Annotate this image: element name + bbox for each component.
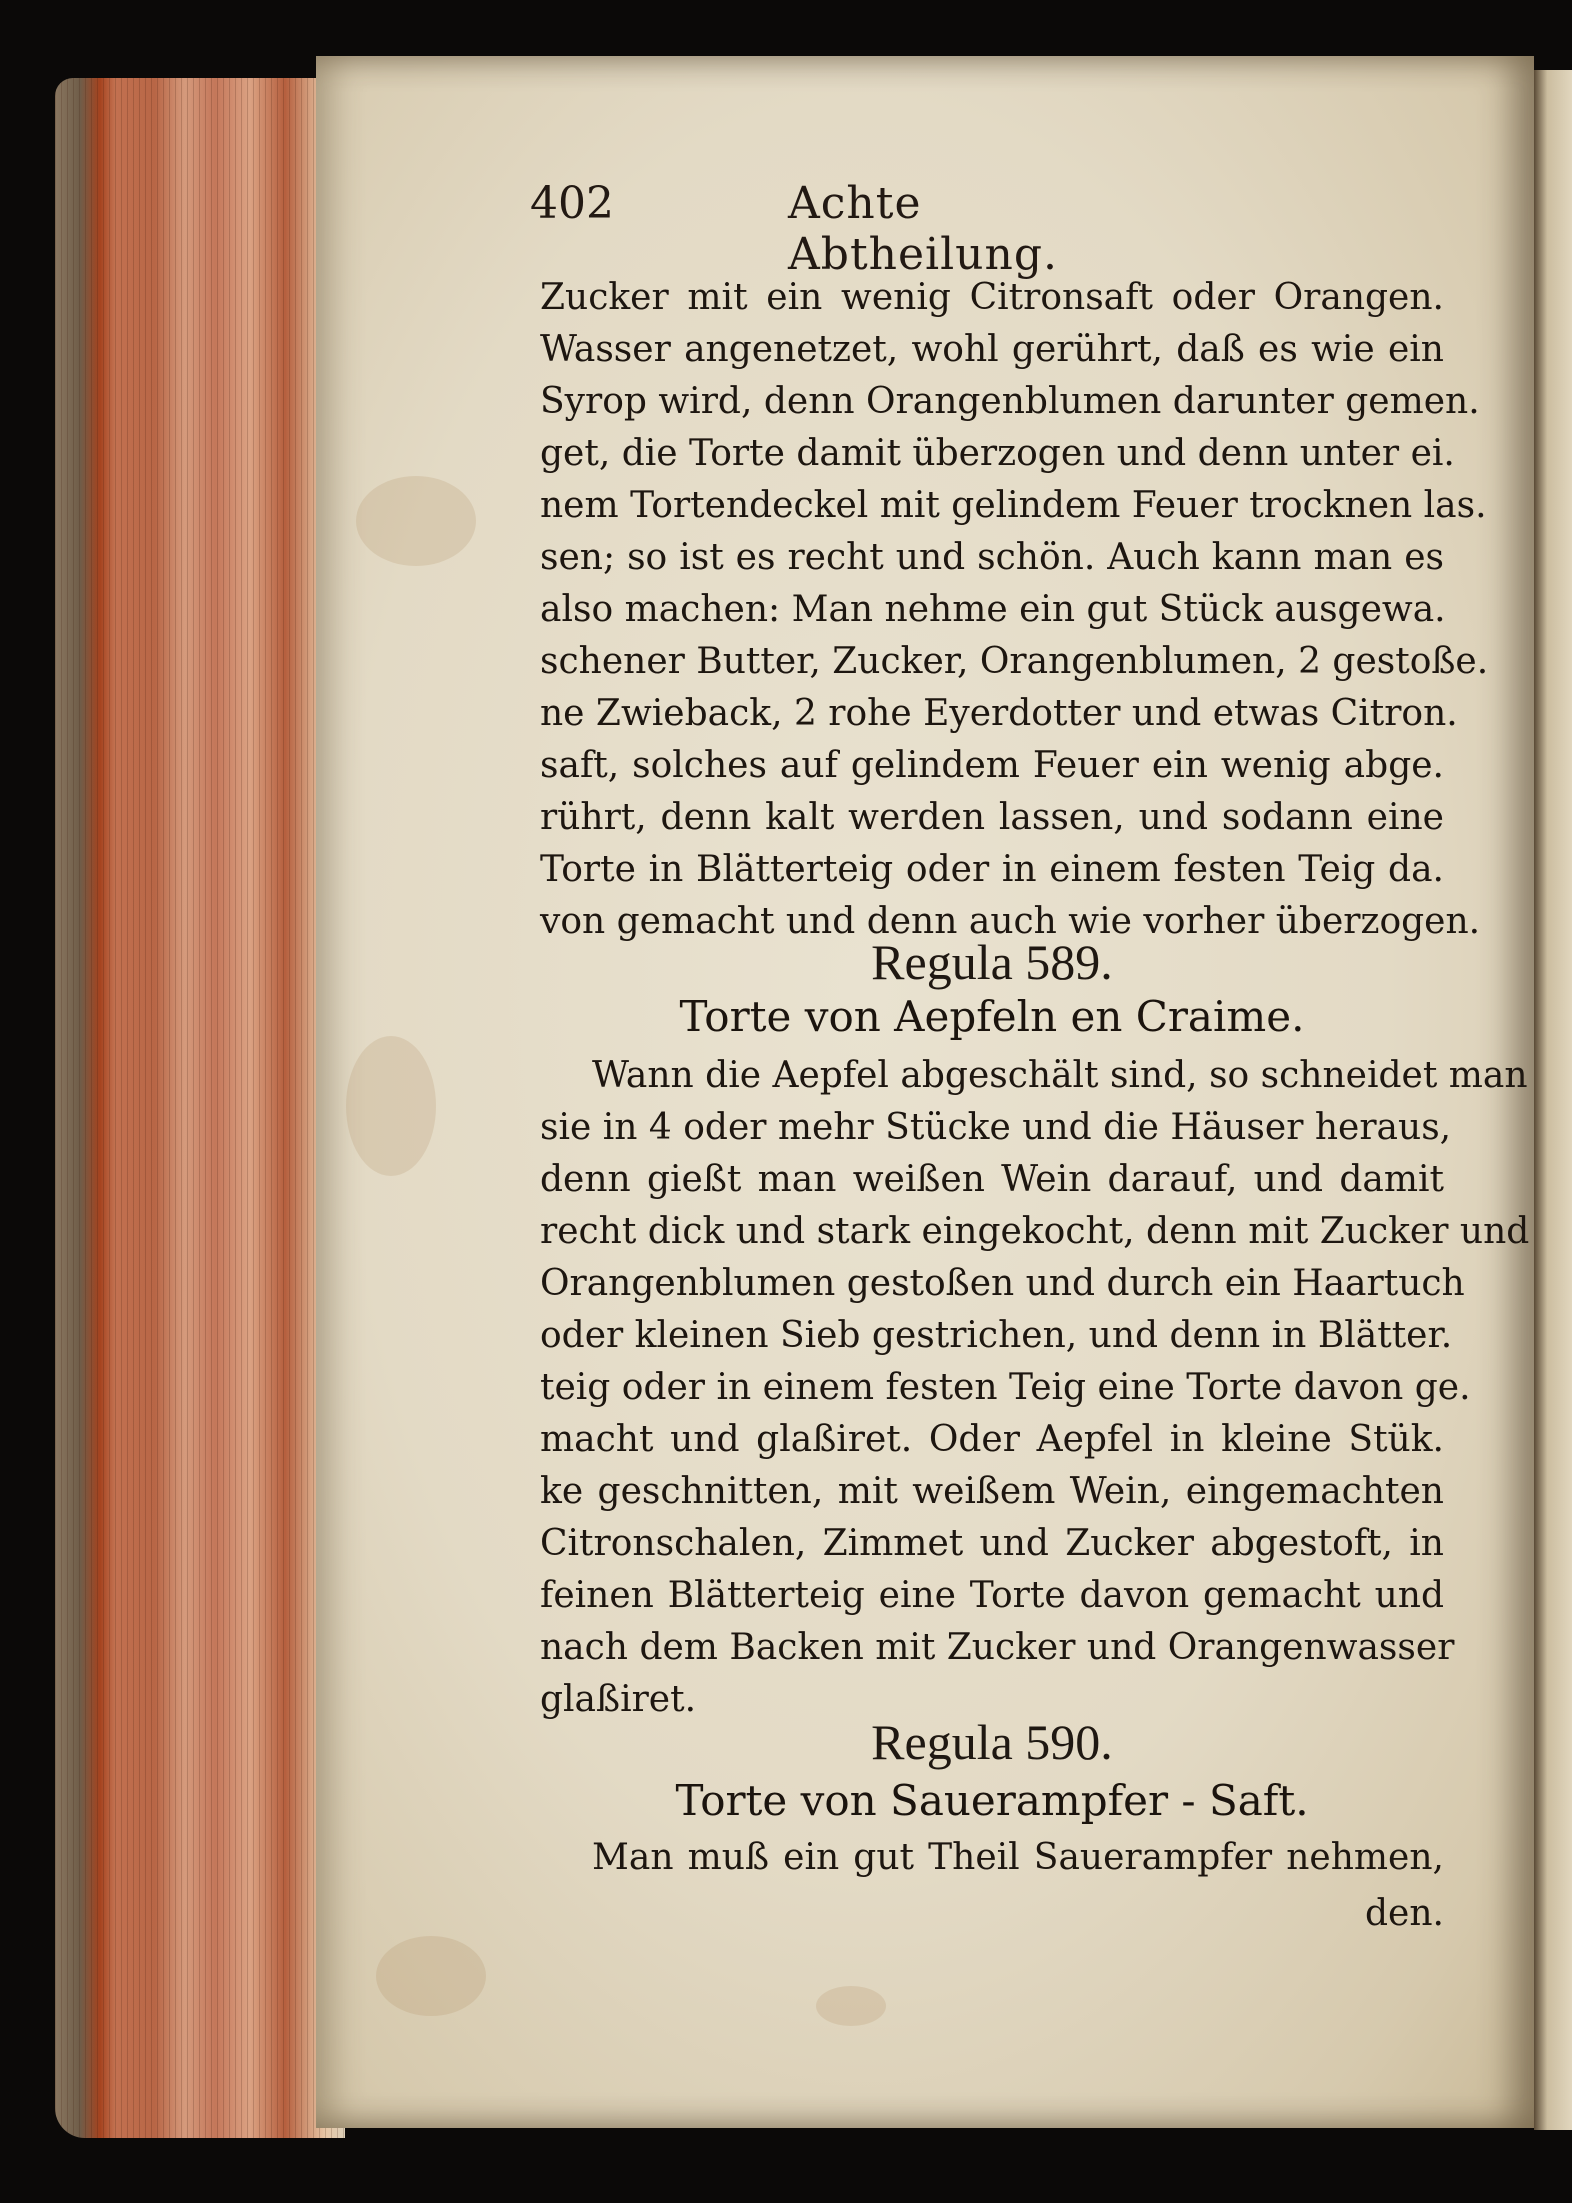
text-line: Zucker mit ein wenig Citronsaft oder Orangen. (540, 277, 1444, 318)
text-line: rührt, denn kalt werden lassen, und sodann eine (540, 797, 1444, 838)
facing-page-edge (1534, 70, 1572, 2130)
text-line: recht dick und stark eingekocht, denn mit Zucker und (540, 1211, 1530, 1252)
text-line: sie in 4 oder mehr Stücke und die Häuser heraus, (540, 1107, 1452, 1148)
text-line: Citronschalen, Zimmet und Zucker abgestoft, in (540, 1523, 1444, 1564)
text-line: Syrop wird, denn Orangenblumen darunter gemen. (540, 381, 1480, 422)
text-line: nem Tortendeckel mit gelindem Feuer trocknen las. (540, 485, 1487, 526)
book-page-edges (55, 78, 345, 2138)
recipe-title: Torte von Aepfeln en Craime. (679, 992, 1305, 1041)
regula-heading: Regula 590. (871, 1714, 1113, 1770)
text-line: teig oder in einem festen Teig eine Torte davon ge. (540, 1367, 1471, 1408)
text-line: feinen Blätterteig eine Torte davon gemacht und (540, 1575, 1444, 1616)
text-line: sen; so ist es recht und schön. Auch kann man es (540, 537, 1444, 578)
text-line: also machen: Man nehme ein gut Stück ausgewa. (540, 589, 1446, 630)
text-line: oder kleinen Sieb gestrichen, und denn in Blätter. (540, 1315, 1453, 1356)
catchword: den. (1365, 1893, 1444, 1934)
text-line: nach dem Backen mit Zucker und Orangenwasser (540, 1627, 1455, 1668)
regula-heading: Regula 589. (871, 934, 1113, 990)
text-line: schener Butter, Zucker, Orangenblumen, 2 gestoße. (540, 641, 1489, 682)
text-line: ne Zwieback, 2 rohe Eyerdotter und etwas Citron. (540, 693, 1458, 734)
text-line: Orangenblumen gestoßen und durch ein Haartuch (540, 1263, 1465, 1304)
page-number: 402 (530, 178, 614, 229)
text-line: Wann die Aepfel abgeschält sind, so schneidet man (592, 1055, 1528, 1096)
text-line: saft, solches auf gelindem Feuer ein wenig abge. (540, 745, 1444, 786)
text-line: denn gießt man weißen Wein darauf, und damit (540, 1159, 1444, 1200)
text-line: get, die Torte damit überzogen und denn unter ei. (540, 433, 1455, 474)
text-line: Wasser angenetzet, wohl gerührt, daß es wie ein (540, 329, 1444, 370)
text-line: ke geschnitten, mit weißem Wein, eingemachten (540, 1471, 1444, 1512)
text-line: glaßiret. (540, 1679, 697, 1720)
text-line: Man muß ein gut Theil Sauerampfer nehmen, (592, 1837, 1444, 1878)
text-line: von gemacht und denn auch wie vorher überzogen. (540, 901, 1481, 942)
recipe-title: Torte von Sauerampfer - Saft. (675, 1776, 1309, 1825)
page-header (530, 178, 1170, 280)
text-line: macht und glaßiret. Oder Aepfel in kleine Stük. (540, 1419, 1444, 1460)
running-title: Achte Abtheilung. (788, 178, 1058, 280)
text-line: Torte in Blätterteig oder in einem festen Teig da. (540, 849, 1444, 890)
